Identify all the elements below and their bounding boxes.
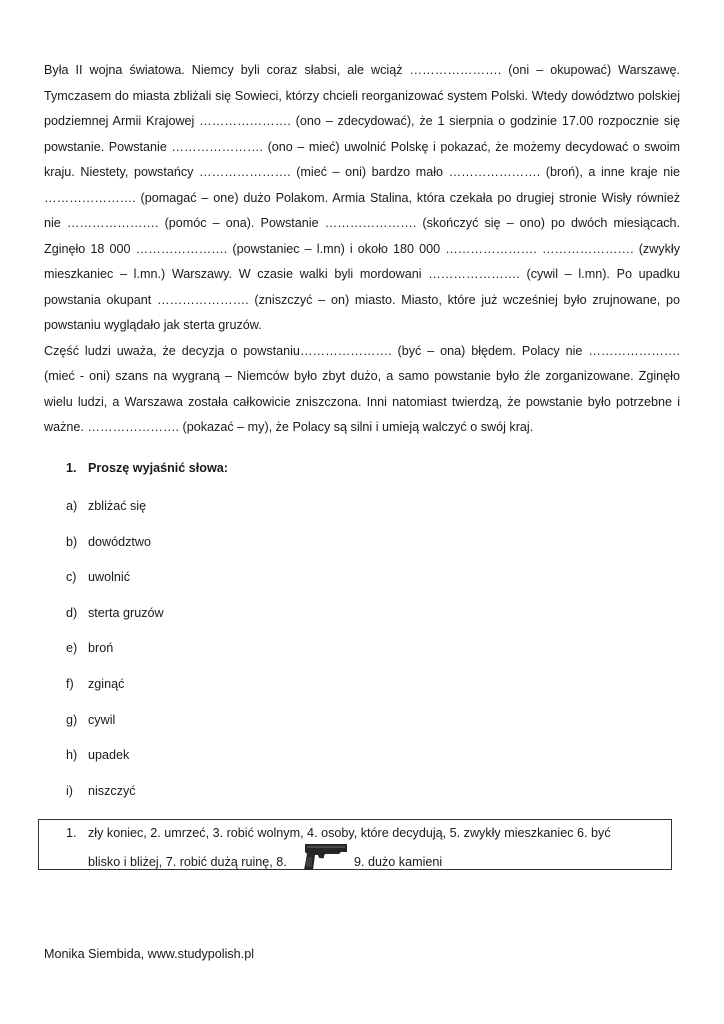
item-letter: d) xyxy=(66,605,78,620)
answer-key-box xyxy=(38,819,672,870)
list-item xyxy=(66,566,164,602)
answer-key-line-1: zły koniec, 2. umrzeć, 3. robić wolnym, 4. osoby, które decydują, 5. zwykły mieszkaniec 6. być xyxy=(88,826,611,840)
list-item xyxy=(66,744,164,780)
list-item xyxy=(66,602,164,638)
item-word: cywil xyxy=(88,712,116,727)
item-word: niszczyć xyxy=(88,783,136,798)
vocabulary-list xyxy=(66,495,164,815)
item-word: dowództwo xyxy=(88,534,152,549)
item-word: uwolnić xyxy=(88,570,130,585)
item-letter: g) xyxy=(66,712,78,727)
footer-credit: Monika Siembida, www.studypolish.pl xyxy=(44,947,254,961)
item-word: zginąć xyxy=(88,676,125,691)
item-word: upadek xyxy=(88,748,130,763)
item-word: sterta gruzów xyxy=(88,605,164,620)
answer-key-line-2: blisko i bliżej, 7. robić dużą ruinę, 8. xyxy=(88,855,287,869)
list-item xyxy=(66,709,164,745)
reading-text xyxy=(44,58,680,441)
item-letter: a) xyxy=(66,499,78,513)
paragraph-1: Była II wojna światowa. Niemcy byli coraz słabsi, ale wciąż …………………. (oni – okupować) Warszawę. Tymczasem do miasta zbliżali się Sowieci, którzy chcieli reorganizować system Polski. Wtedy dowództwo polskiej podziemnej Armii Krajowej …………………. (ono – zdecydować), że 1 sierpnia o godzinie 17.00 rozpocznie się powstanie. Powstanie …………………. (ono – mieć) uwolnić Polskę i pokazać, że możemy decydować o swoim kraju. Niestety, powstańcy …………………. (mieć – oni) bardzo mało …………………. (broń), a inne kraje nie …………………. (pomagać – one) dużo Polakom. Armia Stalina, która czekała po drugiej stronie Wisły również nie …………………. (pomóc – ona). Powstanie …………………. (skończyć się – ono) po dwóch miesiącach. Zginęło 18 000 …………………. (powstaniec – l.mn) i około 180 000 …………………. …………………. (zwykły mieszkaniec – l.mn.) Warszawy. W czasie walki byli mordowani …………………. (cywil – l.mn). Po upadku powstania okupant …………………. (zniszczyć – on) miasto. Miasto, które już wcześniej było zrujnowane, po powstaniu wyglądało jak sterta gruzów. xyxy=(44,63,680,332)
paragraph-2: Część ludzi uważa, że decyzja o powstaniu…………………. (być – ona) błędem. Polacy nie …………………. (mieć - oni) szans na wygraną – Niemców było zbyt dużo, a samo powstanie było źle zorganizowane. Zginęło wielu ludzi, a Warszawa została całkowicie zniszczona. Inni natomiast twierdzą, że powstanie było potrzebne i ważne. …………………. (pokazać – my), że Polacy są silni i umieją walczyć o swój kraj. xyxy=(44,343,680,434)
item-letter: f) xyxy=(66,676,74,691)
item-letter: e) xyxy=(66,641,78,656)
exercise-instruction: Proszę wyjaśnić słowa: xyxy=(88,461,228,475)
item-word: broń xyxy=(88,641,114,656)
item-word: zbliżać się xyxy=(88,499,147,513)
item-letter: i) xyxy=(66,783,73,798)
list-item xyxy=(66,637,164,673)
exercise-heading xyxy=(66,461,228,475)
item-letter: b) xyxy=(66,534,78,549)
item-letter: h) xyxy=(66,748,78,763)
list-item xyxy=(66,531,164,567)
answer-key-number: 1. xyxy=(66,826,77,840)
pistol-icon xyxy=(301,840,349,872)
list-item xyxy=(66,673,164,709)
list-item xyxy=(66,495,164,531)
exercise-number: 1. xyxy=(66,461,77,475)
item-letter: c) xyxy=(66,570,77,585)
answer-key-item-9: 9. dużo kamieni xyxy=(354,855,443,869)
list-item xyxy=(66,780,164,816)
